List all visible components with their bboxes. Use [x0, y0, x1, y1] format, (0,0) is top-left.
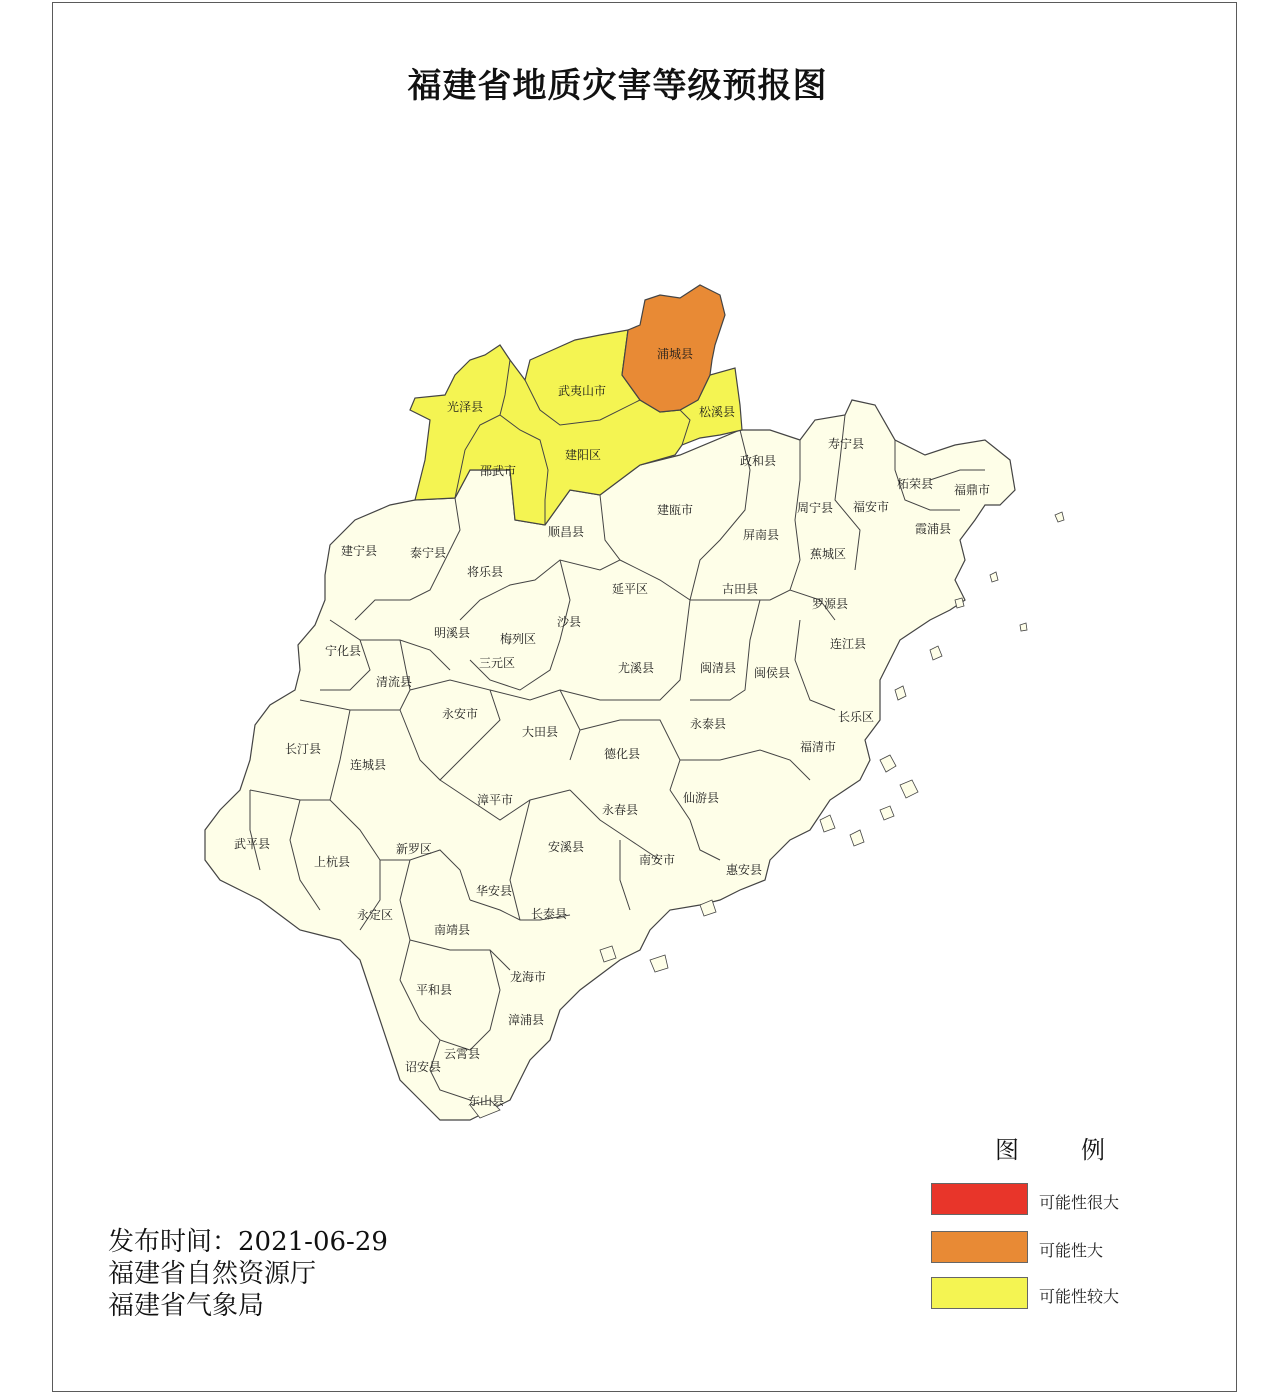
legend-label-moderately-high: 可能性较大: [1039, 1287, 1120, 1306]
label-dehua: 德化县: [604, 747, 641, 761]
label-yunxiao: 云霄县: [444, 1047, 481, 1061]
label-nanjing: 南靖县: [434, 923, 471, 937]
label-luoyuan: 罗源县: [812, 597, 849, 611]
label-huian: 惠安县: [726, 863, 763, 877]
label-wuping: 武平县: [234, 837, 271, 851]
label-changting: 长汀县: [285, 742, 322, 756]
label-yongchun: 永春县: [602, 803, 639, 817]
label-shouning: 寿宁县: [828, 437, 865, 451]
label-songxi: 松溪县: [699, 405, 736, 419]
label-pucheng: 浦城县: [657, 347, 694, 361]
label-liancheng: 连城县: [350, 758, 387, 772]
issuer-meteorology: 福建省气象局: [108, 1291, 265, 1321]
label-longhai: 龙海市: [510, 970, 547, 984]
label-jianou: 建瓯市: [657, 503, 694, 517]
legend-title-char-2: 例: [1081, 1136, 1105, 1164]
label-fuding: 福鼎市: [954, 483, 991, 497]
legend-swatch-moderately-high: [931, 1277, 1028, 1309]
label-zherong: 柘荣县: [897, 477, 934, 491]
label-datian: 大田县: [522, 725, 559, 739]
label-qingliu: 清流县: [376, 675, 413, 689]
label-jiaocheng: 蕉城区: [810, 547, 847, 561]
label-mingxi: 明溪县: [434, 626, 471, 640]
label-ninghua: 宁化县: [325, 644, 362, 658]
label-fuqing: 福清市: [800, 740, 837, 754]
label-shanghang: 上杭县: [314, 855, 351, 869]
label-xianyou: 仙游县: [683, 791, 720, 805]
label-lianjiang: 连江县: [830, 637, 867, 651]
publish-time: 发布时间：2021-06-29: [108, 1227, 388, 1257]
label-huaan: 华安县: [476, 884, 513, 898]
label-pinghe: 平和县: [416, 983, 453, 997]
label-zhangping: 漳平市: [477, 793, 514, 807]
label-minhou: 闽侯县: [754, 666, 791, 680]
label-jiangle: 将乐县: [467, 565, 504, 579]
label-yongan: 永安市: [442, 707, 479, 721]
label-gutian: 古田县: [722, 582, 759, 596]
label-yanping: 延平区: [612, 582, 649, 596]
label-taining: 泰宁县: [410, 546, 447, 560]
label-guangze: 光泽县: [447, 400, 484, 414]
label-yongtai: 永泰县: [690, 717, 727, 731]
legend-swatch-high: [931, 1231, 1028, 1263]
label-shunchang: 顺昌县: [548, 525, 585, 539]
legend-label-high: 可能性大: [1039, 1241, 1104, 1260]
label-jianning: 建宁县: [341, 544, 378, 558]
label-shaowu: 邵武市: [480, 464, 517, 478]
label-pingnan: 屏南县: [743, 528, 780, 542]
label-meilie: 梅列区: [500, 632, 537, 646]
legend-title: [995, 1130, 1105, 1165]
label-changtai: 长泰县: [531, 907, 568, 921]
issuer-natural-resources: 福建省自然资源厅: [108, 1259, 317, 1289]
label-anxi: 安溪县: [548, 840, 585, 854]
legend-title-char-1: 图: [995, 1136, 1019, 1164]
label-zhenghe: 政和县: [740, 454, 777, 468]
label-nanan: 南安市: [639, 853, 676, 867]
label-jianyang: 建阳区: [565, 448, 602, 462]
label-dongshan: 东山县: [468, 1094, 505, 1108]
label-youxi: 尤溪县: [618, 661, 655, 675]
label-shaxian: 沙县: [557, 615, 582, 629]
label-yongding: 永定区: [357, 908, 394, 922]
legend-item-moderately-high: [931, 1277, 1151, 1313]
legend-item-very-high: [931, 1183, 1151, 1219]
label-xinluo: 新罗区: [396, 842, 433, 856]
label-zhouning: 周宁县: [797, 501, 834, 515]
label-fuan: 福安市: [853, 500, 890, 514]
label-sanyuan: 三元区: [479, 656, 516, 670]
label-xiapu: 霞浦县: [915, 522, 952, 536]
legend-label-very-high: 可能性很大: [1039, 1193, 1120, 1212]
label-zhaoan: 诏安县: [405, 1060, 442, 1074]
map-title: 福建省地质灾害等级预报图: [407, 66, 828, 106]
legend-item-high: [931, 1231, 1151, 1267]
legend-swatch-very-high: [931, 1183, 1028, 1215]
issue-info: [108, 1226, 388, 1322]
label-wuyishan: 武夷山市: [558, 384, 607, 398]
label-minqing: 闽清县: [700, 661, 737, 675]
label-changle: 长乐区: [838, 710, 875, 724]
label-zhangpu: 漳浦县: [508, 1013, 545, 1027]
